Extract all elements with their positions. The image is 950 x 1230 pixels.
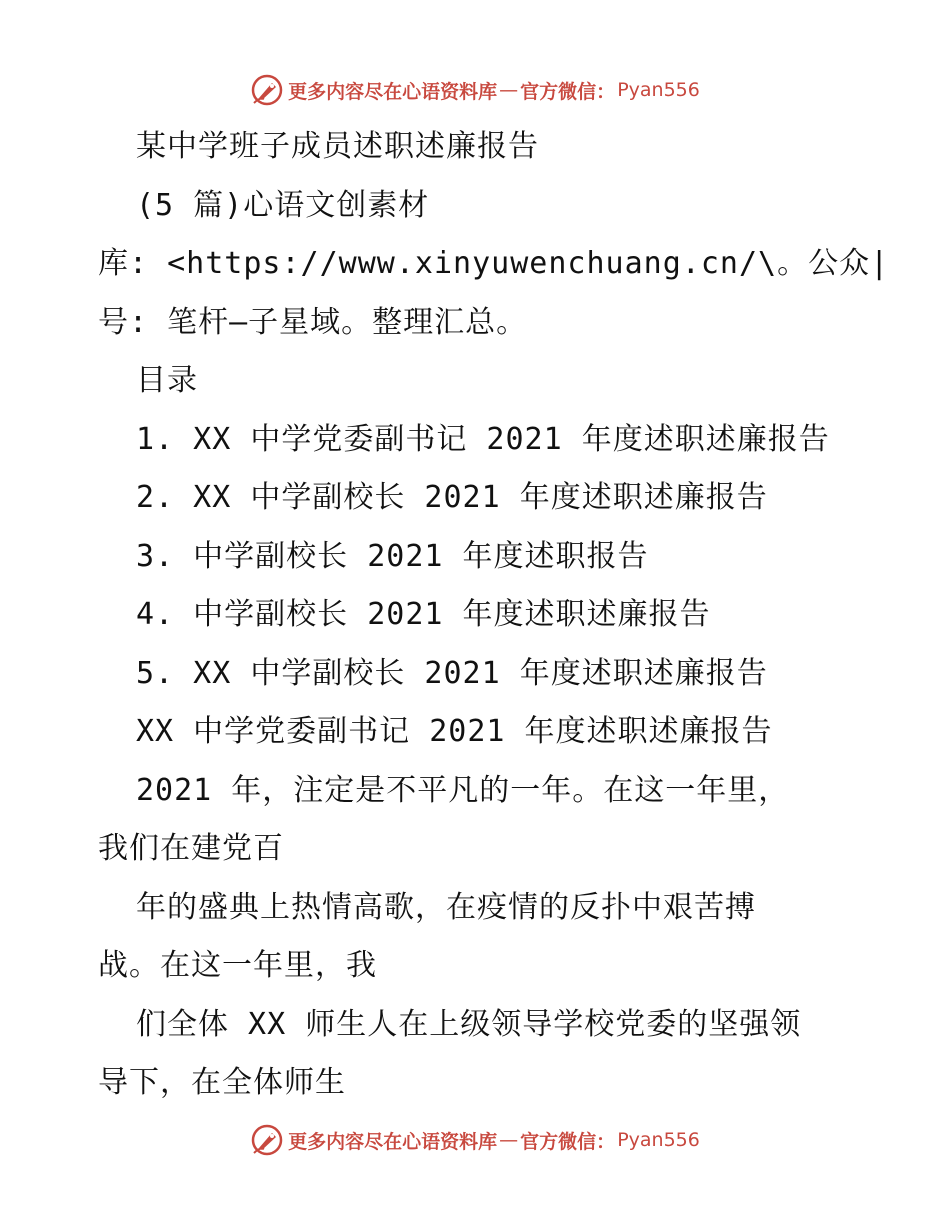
- doc-line-2: (5 篇)心语文创素材: [136, 187, 430, 223]
- doc-line-10: 5. XX 中学副校长 2021 年度述职述廉报告: [136, 655, 768, 691]
- doc-line-5: 目录: [136, 363, 198, 398]
- banner-wechat-id: Pyan556: [617, 79, 700, 101]
- doc-line-1: 某中学班子成员述职述廉报告: [136, 129, 539, 164]
- document-body: [98, 118, 890, 1113]
- banner-wechat-id: Pyan556: [617, 1129, 700, 1151]
- doc-line-3: 库: <https://www.xinyuwenchuang.cn/\。公众|: [98, 246, 890, 281]
- pen-nib-logo-icon: [250, 1123, 284, 1157]
- doc-line-9: 4. 中学副校长 2021 年度述职述廉报告: [136, 597, 711, 632]
- banner-site-text: 更多内容尽在心语资料库: [288, 1130, 498, 1153]
- doc-line-13: 我们在建党百: [98, 831, 284, 866]
- pen-nib-logo-icon: [250, 73, 284, 107]
- doc-line-11: XX 中学党委副书记 2021 年度述职述廉报告: [136, 714, 773, 749]
- doc-line-7: 2. XX 中学副校长 2021 年度述职述廉报告: [136, 480, 768, 515]
- banner-wechat-label: 官方微信：: [520, 1130, 616, 1153]
- doc-line-17: 导下，在全体师生: [98, 1065, 346, 1100]
- doc-line-15: 战。在这一年里，我: [98, 948, 377, 983]
- banner-dash: —: [499, 1129, 519, 1151]
- doc-line-8: 3. 中学副校长 2021 年度述职报告: [136, 538, 649, 574]
- footer-banner: [0, 1120, 950, 1160]
- header-banner: [0, 70, 950, 110]
- doc-line-14: 年的盛典上热情高歌，在疫情的反扑中艰苦搏: [136, 889, 756, 925]
- doc-line-12: 2021 年，注定是不平凡的一年。在这一年里，: [136, 772, 790, 808]
- doc-line-6: 1. XX 中学党委副书记 2021 年度述职述廉报告: [136, 421, 830, 457]
- banner-wechat-label: 官方微信：: [520, 80, 616, 103]
- banner-site-text: 更多内容尽在心语资料库: [288, 80, 498, 103]
- banner-dash: —: [499, 79, 519, 101]
- doc-line-4: 号: 笔杆—子星域。整理汇总。: [98, 304, 528, 340]
- doc-line-16: 们全体 XX 师生人在上级领导学校党委的坚强领: [136, 1006, 802, 1042]
